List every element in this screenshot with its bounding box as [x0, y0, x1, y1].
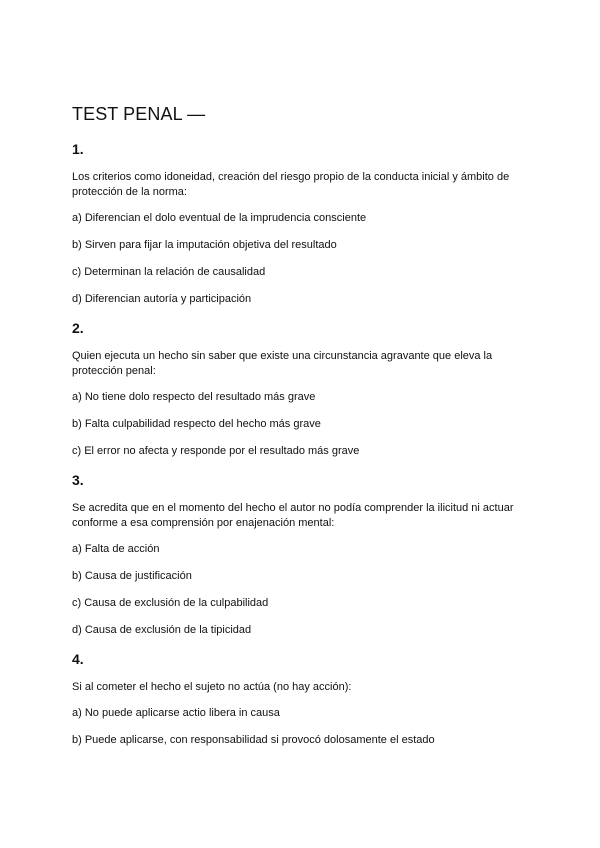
answer-option: d) Causa de exclusión de la tipicidad	[72, 624, 252, 636]
question-text: Se acredita que en el momento del hecho el autor no podía comprender la ilicitud ni actuar conforme a esa comprensión por enajenación mental:	[72, 502, 514, 529]
document-page	[72, 102, 532, 760]
answer-option: a) No tiene dolo respecto del resultado más grave	[72, 391, 316, 403]
answer-option: d) Diferencian autoría y participación	[72, 293, 252, 305]
page-title: TEST PENAL —	[72, 104, 206, 124]
answer-option: b) Sirven para fijar la imputación objetiva del resultado	[72, 239, 337, 251]
answer-option: b) Falta culpabilidad respecto del hecho más grave	[72, 418, 321, 430]
question-4	[72, 650, 532, 748]
answer-option: a) Falta de acción	[72, 543, 160, 555]
question-number: 2.	[72, 320, 84, 336]
question-text: Los criterios como idoneidad, creación del riesgo propio de la conducta inicial y ámbito de protección de la norma:	[72, 171, 510, 198]
question-number: 3.	[72, 472, 84, 488]
question-1	[72, 140, 532, 307]
answer-option: a) Diferencian el dolo eventual de la imprudencia consciente	[72, 212, 367, 224]
answer-option: c) Causa de exclusión de la culpabilidad	[72, 597, 269, 609]
question-2	[72, 319, 532, 459]
answer-option: c) Determinan la relación de causalidad	[72, 266, 266, 278]
answer-option: b) Puede aplicarse, con responsabilidad si provocó dolosamente el estado	[72, 734, 435, 746]
question-number: 1.	[72, 141, 84, 157]
question-text: Quien ejecuta un hecho sin saber que existe una circunstancia agravante que eleva la protección penal:	[72, 350, 493, 377]
answer-option: c) El error no afecta y responde por el resultado más grave	[72, 445, 360, 457]
answer-option: a) No puede aplicarse actio libera in causa	[72, 707, 280, 719]
question-3	[72, 471, 532, 638]
answer-option: b) Causa de justificación	[72, 570, 192, 582]
question-text: Si al cometer el hecho el sujeto no actúa (no hay acción):	[72, 681, 352, 693]
question-number: 4.	[72, 651, 84, 667]
